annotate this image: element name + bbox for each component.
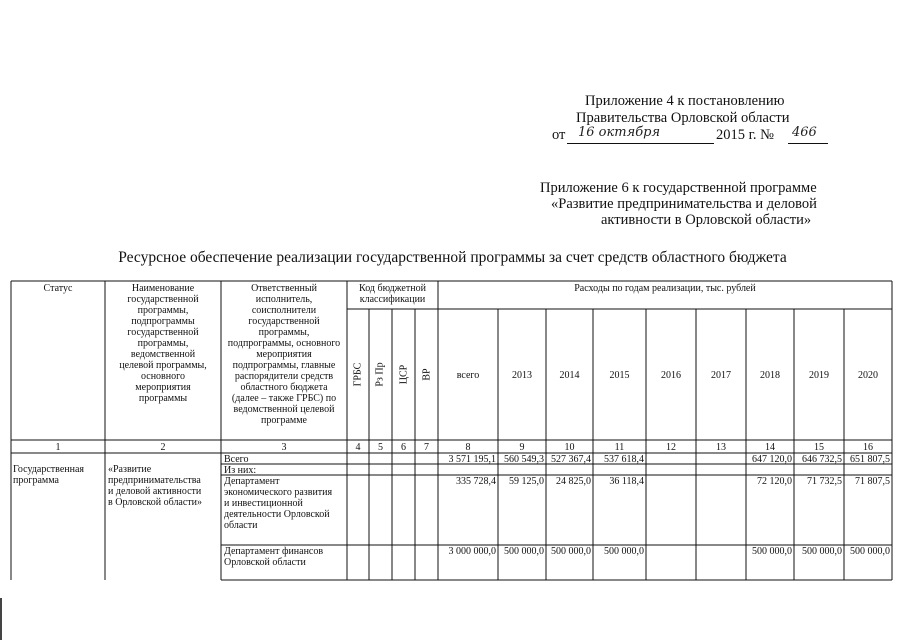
row-responsible (224, 476, 346, 531)
cell-line: областного бюджета (240, 382, 328, 393)
column-number: 2 (160, 442, 166, 453)
cell-line: Департамент (224, 476, 280, 487)
cell-line: ведомственной (130, 349, 196, 360)
cell-line: подпрограммы (131, 316, 195, 327)
column-number: 12 (666, 442, 676, 453)
cell-line: Наименование (131, 283, 195, 294)
cell-line: экономического развития (224, 487, 333, 498)
cell-line: программе (261, 415, 307, 426)
cell-line: государственной (127, 294, 199, 305)
row-value: 646 732,5 (802, 454, 842, 465)
cell-line: Орловской области (224, 557, 306, 568)
column-number: 16 (863, 442, 873, 453)
cell-line: области (224, 520, 258, 531)
header-status: Статус (43, 283, 73, 294)
year-and-number-label: 2015 г. № (716, 127, 775, 143)
cell-line: соисполнители (251, 305, 317, 316)
status-value (13, 464, 105, 486)
cell-line: мероприятия (256, 349, 312, 360)
row-value: 651 807,5 (850, 454, 890, 465)
cell-line: государственной (248, 316, 320, 327)
header-program-name (105, 283, 221, 404)
scan-mark (0, 598, 2, 640)
row-value: 59 125,0 (509, 476, 544, 487)
subcol-2016: 2016 (661, 370, 681, 381)
row-value: 335 728,4 (456, 476, 496, 487)
cell-line: предпринимательства (108, 475, 201, 486)
cell-line: целевой программы, (119, 360, 207, 371)
date-underline (567, 143, 714, 144)
cell-line: мероприятия (135, 382, 191, 393)
column-number: 7 (424, 442, 429, 453)
column-number: 15 (814, 442, 824, 453)
row-value: 3 000 000,0 (448, 546, 496, 557)
column-number: 13 (716, 442, 726, 453)
row-value: 3 571 195,1 (448, 454, 496, 465)
row-value: 500 000,0 (551, 546, 591, 557)
cell-line: основного (141, 371, 185, 382)
handwritten-number: 466 (792, 125, 817, 140)
row-value: 24 825,0 (556, 476, 591, 487)
row-value: 71 732,5 (807, 476, 842, 487)
header-budget-code (347, 283, 438, 305)
header-responsible (221, 283, 347, 426)
row-responsible (224, 465, 346, 476)
column-number: 5 (378, 442, 383, 453)
document-title: Ресурсное обеспечение реализации государственной программы за счет средств областного бюджета (118, 249, 787, 266)
cell-line: Департамент финансов (224, 546, 324, 557)
subcol-csr: ЦСР (398, 364, 410, 385)
cell-line: «Развитие (108, 464, 152, 475)
appendix-6-line1: Приложение 6 к государственной программе (540, 180, 817, 196)
column-number: 8 (465, 442, 471, 453)
subcol-2015: 2015 (609, 370, 630, 381)
appendix-6-line3: активности в Орловской области» (601, 212, 812, 228)
column-number: 4 (355, 442, 361, 453)
subcol-vr: ВР (421, 368, 433, 381)
row-value: 500 000,0 (802, 546, 842, 557)
row-value: 36 118,4 (609, 476, 644, 487)
cell-line: ведомственной целевой (233, 404, 335, 415)
cell-line: программы, (258, 327, 310, 338)
cell-line: классификации (359, 294, 426, 305)
cell-line: и инвестиционной (224, 498, 303, 509)
appendix-6-line2: «Развитие предпринимательства и деловой (551, 196, 817, 212)
row-value: 71 807,5 (855, 476, 890, 487)
cell-line: исполнитель, (255, 294, 313, 305)
subcol-2019: 2019 (809, 370, 829, 381)
row-value: 537 618,4 (604, 454, 644, 465)
subcol-grbs: ГРБС (352, 362, 364, 387)
subcol-2014: 2014 (559, 370, 580, 381)
cell-line: и деловой активности (108, 486, 202, 497)
date-prefix: от (552, 127, 566, 143)
cell-line: Государственная (13, 464, 85, 475)
cell-line: в Орловской области» (108, 497, 203, 508)
cell-line: деятельности Орловской (224, 509, 330, 520)
cell-line: программы, (137, 338, 189, 349)
row-responsible (224, 546, 346, 568)
cell-line: программа (13, 475, 59, 486)
cell-line: Ответственный (251, 283, 317, 294)
cell-line: программы, (137, 305, 189, 316)
cell-line: распорядители средств (234, 371, 334, 382)
cell-line: программы (138, 393, 188, 404)
handwritten-date: 16 октября (578, 125, 661, 140)
cell-line: (далее – также ГРБС) по (231, 393, 337, 404)
row-responsible (224, 454, 346, 465)
column-number: 14 (765, 442, 775, 453)
column-number: 11 (614, 442, 625, 453)
cell-line: подпрограммы, главные (232, 360, 336, 371)
program-name-value (108, 464, 221, 508)
cell-line: Всего (224, 454, 249, 465)
appendix-4-line2: Правительства Орловской области (576, 110, 790, 126)
cell-line: подпрограммы, основного (227, 338, 341, 349)
row-value: 72 120,0 (757, 476, 792, 487)
number-underline (788, 143, 828, 144)
row-value: 500 000,0 (850, 546, 890, 557)
subcol-total: всего (456, 370, 480, 381)
row-value: 560 549,3 (504, 454, 544, 465)
subcol-2013: 2013 (512, 370, 532, 381)
appendix-4-line1: Приложение 4 к постановлению (585, 93, 785, 109)
cell-line: Из них: (224, 465, 257, 476)
column-number: 3 (281, 442, 287, 453)
subcol-2018: 2018 (760, 370, 780, 381)
column-number: 1 (55, 442, 61, 453)
subcol-2017: 2017 (711, 370, 731, 381)
row-value: 647 120,0 (752, 454, 792, 465)
column-number: 9 (519, 442, 525, 453)
column-number: 6 (401, 442, 406, 453)
cell-line: Код бюджетной (359, 283, 426, 294)
column-number: 10 (564, 442, 575, 453)
row-value: 527 367,4 (551, 454, 591, 465)
row-value: 500 000,0 (604, 546, 644, 557)
subcol-rz-pr: Рз Пр (374, 362, 386, 387)
subcol-2020: 2020 (858, 370, 878, 381)
row-value: 500 000,0 (752, 546, 792, 557)
row-value: 500 000,0 (504, 546, 544, 557)
header-expenses: Расходы по годам реализации, тыс. рублей (574, 283, 756, 294)
cell-line: государственной (127, 327, 199, 338)
